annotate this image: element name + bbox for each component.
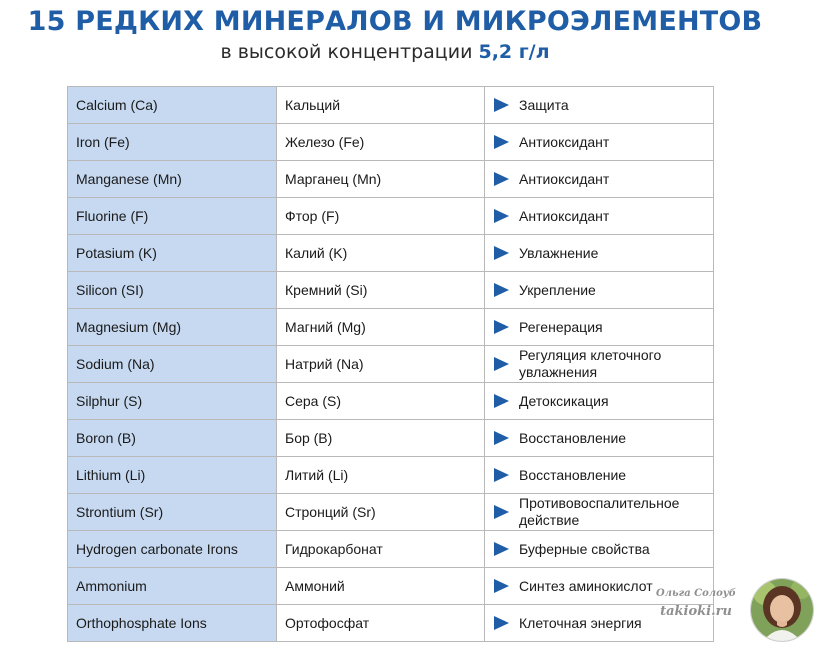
triangle-arrow-icon	[494, 357, 509, 371]
mineral-effect-cell	[485, 235, 714, 272]
mineral-effect: Синтез аминокислот	[519, 577, 653, 594]
table-row	[68, 309, 714, 346]
mineral-effect: Восстановление	[519, 466, 627, 483]
table-row	[68, 272, 714, 309]
table-row	[68, 124, 714, 161]
triangle-arrow-icon	[494, 320, 509, 334]
table-row	[68, 420, 714, 457]
mineral-effect-cell	[485, 457, 714, 494]
subtitle-text: в высокой концентрации	[220, 41, 473, 63]
concentration-value: 5,2 г/л	[478, 41, 550, 63]
table-row	[68, 87, 714, 124]
mineral-effect-cell	[485, 272, 714, 309]
mineral-effect-cell	[485, 383, 714, 420]
triangle-arrow-icon	[494, 135, 509, 149]
mineral-name-ru: Аммоний	[277, 568, 485, 605]
mineral-name-ru: Стронций (Sr)	[277, 494, 485, 531]
mineral-name-ru: Ортофосфат	[277, 605, 485, 642]
triangle-arrow-icon	[494, 468, 509, 482]
mineral-effect-cell	[485, 494, 714, 531]
table-row	[68, 235, 714, 272]
minerals-table-body	[68, 87, 714, 642]
mineral-effect-cell	[485, 309, 714, 346]
mineral-name-en: Sodium (Na)	[68, 346, 277, 383]
mineral-name-en: Hydrogen carbonate Irons	[68, 531, 277, 568]
mineral-name-en: Silphur (S)	[68, 383, 277, 420]
mineral-effect: Противовоспалительное действие	[519, 495, 680, 528]
table-row	[68, 494, 714, 531]
mineral-effect-cell	[485, 198, 714, 235]
minerals-table	[67, 86, 714, 642]
mineral-effect: Детоксикация	[519, 392, 609, 409]
mineral-name-en: Silicon (SI)	[68, 272, 277, 309]
mineral-name-en: Fluorine (F)	[68, 198, 277, 235]
mineral-name-ru: Литий (Li)	[277, 457, 485, 494]
mineral-effect-cell	[485, 124, 714, 161]
mineral-name-en: Lithium (Li)	[68, 457, 277, 494]
mineral-name-en: Orthophosphate Ions	[68, 605, 277, 642]
mineral-effect: Укрепление	[519, 281, 596, 298]
mineral-name-en: Potasium (K)	[68, 235, 277, 272]
mineral-name-ru: Бор (B)	[277, 420, 485, 457]
author-site: takioki.ru	[660, 604, 732, 619]
mineral-effect: Увлажнение	[519, 244, 599, 261]
mineral-name-ru: Гидрокарбонат	[277, 531, 485, 568]
mineral-effect: Антиоксидант	[519, 133, 610, 150]
table-row	[68, 346, 714, 383]
table-row	[68, 457, 714, 494]
mineral-name-ru: Калий (K)	[277, 235, 485, 272]
mineral-effect-cell	[485, 420, 714, 457]
mineral-name-ru: Магний (Mg)	[277, 309, 485, 346]
mineral-name-ru: Железо (Fe)	[277, 124, 485, 161]
mineral-effect: Защита	[519, 96, 569, 113]
table-row	[68, 161, 714, 198]
mineral-name-en: Strontium (Sr)	[68, 494, 277, 531]
table-row	[68, 383, 714, 420]
triangle-arrow-icon	[494, 579, 509, 593]
triangle-arrow-icon	[494, 283, 509, 297]
table-row	[68, 531, 714, 568]
mineral-name-ru: Кремний (Si)	[277, 272, 485, 309]
mineral-effect: Регенерация	[519, 318, 603, 335]
author-name: Ольга Солоуб	[655, 588, 737, 599]
mineral-name-en: Manganese (Mn)	[68, 161, 277, 198]
page-subtitle	[0, 41, 770, 63]
mineral-effect-cell	[485, 87, 714, 124]
triangle-arrow-icon	[494, 505, 509, 519]
mineral-name-ru: Кальций	[277, 87, 485, 124]
author-avatar	[750, 578, 814, 642]
mineral-name-en: Magnesium (Mg)	[68, 309, 277, 346]
mineral-effect: Антиоксидант	[519, 207, 610, 224]
mineral-effect-cell	[485, 161, 714, 198]
table-row	[68, 605, 714, 642]
mineral-name-en: Boron (B)	[68, 420, 277, 457]
triangle-arrow-icon	[494, 98, 509, 112]
page-title: 15 РЕДКИХ МИНЕРАЛОВ И МИКРОЭЛЕМЕНТОВ	[27, 6, 763, 37]
mineral-effect: Регуляция клеточного увлажнения	[519, 347, 662, 380]
mineral-name-en: Ammonium	[68, 568, 277, 605]
table-row	[68, 568, 714, 605]
mineral-effect: Восстановление	[519, 429, 627, 446]
triangle-arrow-icon	[494, 616, 509, 630]
mineral-effect: Антиоксидант	[519, 170, 610, 187]
mineral-effect-cell	[485, 346, 714, 383]
mineral-name-ru: Натрий (Na)	[277, 346, 485, 383]
author-watermark	[640, 588, 752, 619]
author-photo-icon	[751, 579, 813, 641]
mineral-effect-cell	[485, 531, 714, 568]
triangle-arrow-icon	[494, 542, 509, 556]
mineral-name-ru: Фтор (F)	[277, 198, 485, 235]
triangle-arrow-icon	[494, 209, 509, 223]
triangle-arrow-icon	[494, 246, 509, 260]
mineral-name-en: Iron (Fe)	[68, 124, 277, 161]
mineral-name-ru: Сера (S)	[277, 383, 485, 420]
mineral-name-ru: Марганец (Mn)	[277, 161, 485, 198]
mineral-name-en: Calcium (Ca)	[68, 87, 277, 124]
triangle-arrow-icon	[494, 172, 509, 186]
table-row	[68, 198, 714, 235]
mineral-effect: Буферные свойства	[519, 540, 650, 557]
triangle-arrow-icon	[494, 394, 509, 408]
triangle-arrow-icon	[494, 431, 509, 445]
mineral-effect: Клеточная энергия	[519, 614, 642, 631]
